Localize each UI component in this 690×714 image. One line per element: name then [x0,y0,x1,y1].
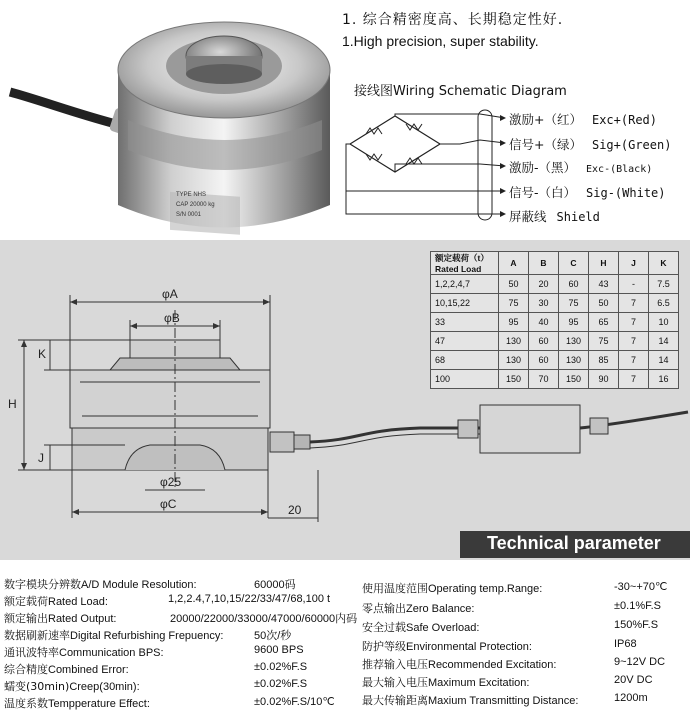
wire-label-en: Sig+(Green) [591,138,672,152]
spec-value-safe-overload: 150%F.S [614,619,659,631]
spec-en: Environmental Protection: [406,641,532,653]
wire-label-cn: 信号-（白） [509,185,577,200]
spec-en: Communication BPS: [59,647,164,659]
table-cell: 10 [649,313,679,332]
spec-value-operating-temp: -30~+70℃ [614,581,668,593]
spec-en: Recommended Excitation: [428,659,557,671]
wire-label-en: Sig-(White) [586,186,666,200]
spec-en: Operating temp.Range: [428,583,543,595]
spec-label-bps [4,644,164,660]
spec-cn: 温度系数 [4,697,48,710]
table-cell: 70 [529,370,559,389]
wire-sig-plus [440,140,505,144]
header-load-en: Rated Load [435,264,482,274]
wire-label-exc-minus [509,158,652,176]
load-cell-photo [0,0,344,240]
table-cell: 30 [529,294,559,313]
table-cell: 150 [499,370,529,389]
table-cell-load: 100 [431,370,499,389]
table-cell: 130 [559,351,589,370]
cable-photo [10,92,120,125]
spec-en: Maximum Excitation: [428,677,530,689]
spec-value-recommended-excitation: 9~12V DC [614,656,666,668]
table-cell-load: 10,15,22 [431,294,499,313]
wire-label-sig-plus [509,135,671,153]
arrow-b-right [213,323,220,329]
dimension-table [430,251,679,389]
wire-exc-minus [395,164,505,172]
plate-cap-text: CAP 20000 kg [176,202,215,208]
plate-type-text: TYPE NHS [176,192,207,198]
arrow-h-bottom [21,463,27,470]
table-cell: 130 [559,332,589,351]
load-cell-photo-image [0,0,344,240]
table-cell: 7 [619,370,649,389]
table-cell: 7 [619,351,649,370]
spec-cn: 最大传输距离 [362,694,428,707]
header-load-cn: 额定载荷（t） [435,253,489,263]
spec-cn: 安全过载 [362,621,406,634]
spec-cn: 通讯波特率 [4,646,59,659]
table-cell: 95 [499,313,529,332]
spec-en: Digital Refurbishing Frepuency: [70,630,224,642]
table-cell: 75 [559,294,589,313]
spec-value-creep: ±0.02%F.S [254,678,308,690]
table-row [431,313,679,332]
feature-en: 1.High precision, super stability. [342,33,539,49]
spec-label-operating-temp [362,580,542,596]
spec-label-temp-effect [4,695,150,711]
input-gland-drawing [458,420,478,438]
spec-cn: 综合精度 [4,663,48,676]
dim-label-h: H [8,397,17,411]
feature-cn: 1. 综合精密度高、长期稳定性好. [342,12,564,28]
table-row [431,294,679,313]
spec-en: A/D Module Resolution: [81,579,197,591]
table-row [431,370,679,389]
table-cell: 150 [559,370,589,389]
table-cell: 7 [619,332,649,351]
spec-cn: 额定输出 [4,612,48,625]
table-cell: 7.5 [649,275,679,294]
converter-module [480,405,580,453]
spec-cn: 使用温度范围 [362,582,428,595]
table-cell-load: 68 [431,351,499,370]
spec-value-combined-error: ±0.02%F.S [254,661,308,673]
arrow-a-left [70,299,77,305]
spec-value-rated-load: 1,2,2.4,7,10,15/22/33/47/68,100 t [168,593,331,605]
spec-label-rated-output [4,610,117,626]
spec-label-resolution [4,576,197,592]
wire-label-sig-minus [509,183,666,201]
table-cell: 90 [589,370,619,389]
spec-value-max-excitation: 20V DC [614,674,653,686]
table-cell: 40 [529,313,559,332]
dim-label-j: J [38,451,44,465]
table-header-row [431,252,679,275]
spec-cn: 数字模块分辨数 [4,578,81,591]
arrow-c-right [261,509,268,515]
spec-cn: 最大输入电压 [362,676,428,689]
spec-label-max-excitation [362,674,529,690]
cable-drawing [310,428,480,442]
table-cell: 95 [559,313,589,332]
table-cell: 20 [529,275,559,294]
spec-label-safe-overload [362,619,479,635]
table-cell: 60 [529,332,559,351]
dim-label-a: φA [162,287,178,301]
dim-label-d25: φ25 [160,475,182,489]
dim-label-cable: 20 [288,503,302,517]
table-cell: 60 [559,275,589,294]
spec-value-bps: 9600 BPS [254,644,304,656]
spec-cn: 防护等级 [362,640,406,653]
table-header-j: J [619,252,649,275]
wiring-title: 接线图Wiring Schematic Diagram [354,84,567,99]
spec-en: Maxium Transmitting Distance: [428,695,579,707]
wire-label-shield [509,207,600,225]
table-cell: - [619,275,649,294]
arrow-b-left [130,323,137,329]
table-row [431,275,679,294]
arrow-1 [500,115,506,121]
wire-exc-plus [395,114,505,118]
spec-en: Creep(30min): [69,681,140,693]
spec-value-resolution: 60000码 [254,579,296,591]
wire-label-en: Shield [556,210,600,224]
table-cell: 50 [589,294,619,313]
spec-cn: 额定载荷 [4,595,48,608]
table-cell: 85 [589,351,619,370]
plate-sn-text: S/N 0001 [176,212,202,218]
spec-en: Zero Balance: [406,603,475,615]
dim-label-c: φC [160,497,177,511]
table-cell: 130 [499,332,529,351]
spec-cn: 蠕变(30min) [4,680,70,693]
spec-label-rated-load [4,593,108,609]
spec-cn: 零点输出 [362,602,406,615]
table-row [431,332,679,351]
table-row [431,351,679,370]
table-cell-load: 1,2,2,4,7 [431,275,499,294]
wire-sig-minus [346,144,505,191]
spec-value-zero-balance: ±0.1%F.S [614,600,662,612]
output-gland-drawing [590,418,608,434]
table-header-a: A [499,252,529,275]
table-header-c: C [559,252,589,275]
spec-en: Rated Load: [48,596,108,608]
upper-body-outline [70,370,270,428]
table-header-k: K [649,252,679,275]
table-cell: 130 [499,351,529,370]
spec-label-zero-balance [362,600,474,616]
wire-label-exc-plus [509,110,657,128]
spec-value-temp-effect: ±0.02%F.S/10℃ [254,696,335,708]
table-header-load [431,252,499,275]
wire-label-cn: 激励-（黑） [509,160,577,175]
spec-value-refresh: 50次/秒 [254,630,292,642]
table-cell: 75 [499,294,529,313]
gland-drawing [270,432,294,452]
spec-label-max-distance [362,692,578,708]
arrow-4 [500,188,506,194]
arrow-2 [500,140,506,146]
table-header-h: H [589,252,619,275]
arrow-a-right [263,299,270,305]
table-cell: 16 [649,370,679,389]
table-cell-load: 33 [431,313,499,332]
spec-en: Combined Error: [48,664,129,676]
table-cell: 14 [649,332,679,351]
table-cell: 43 [589,275,619,294]
spec-label-creep [4,678,140,694]
spec-value-rated-output: 20000/22000/33000/47000/60000内码 [170,613,358,625]
arrow-5 [500,211,506,217]
arrow-h-top [21,340,27,347]
dim-label-b: φB [164,311,180,325]
spec-label-recommended-excitation [362,656,556,672]
spec-label-protection [362,638,532,654]
wire-label-cn: 屏蔽线 [509,209,547,224]
wiring-schematic [340,96,520,231]
table-cell: 6.5 [649,294,679,313]
arrow-c-left [72,509,79,515]
table-cell: 7 [619,313,649,332]
table-header-b: B [529,252,559,275]
spec-cn: 推荐输入电压 [362,658,428,671]
spec-label-combined-error [4,661,129,677]
table-cell: 50 [499,275,529,294]
wire-label-cn: 信号+（绿） [509,137,582,152]
table-cell: 65 [589,313,619,332]
spec-en: Safe Overload: [406,622,480,634]
wire-label-en: Exc-(Black) [586,164,653,175]
dim-label-k: K [38,347,47,361]
spec-cn: 数据刷新速率 [4,629,70,642]
table-cell: 60 [529,351,559,370]
spec-label-refresh [4,627,223,643]
spec-en: Rated Output: [48,613,117,625]
spec-value-max-distance: 1200m [614,692,648,704]
wire-label-cn: 激励+（红） [509,112,582,127]
table-cell: 7 [619,294,649,313]
table-cell-load: 47 [431,332,499,351]
spec-value-protection: IP68 [614,638,637,650]
technical-parameter-title: Technical parameter [487,533,661,553]
table-cell: 75 [589,332,619,351]
arrow-3 [500,163,506,169]
gland-nut-drawing [294,435,310,449]
wire-label-en: Exc+(Red) [591,113,658,127]
table-cell: 14 [649,351,679,370]
wire-shield [346,191,505,214]
spec-en: Tempperature Effect: [48,698,150,710]
